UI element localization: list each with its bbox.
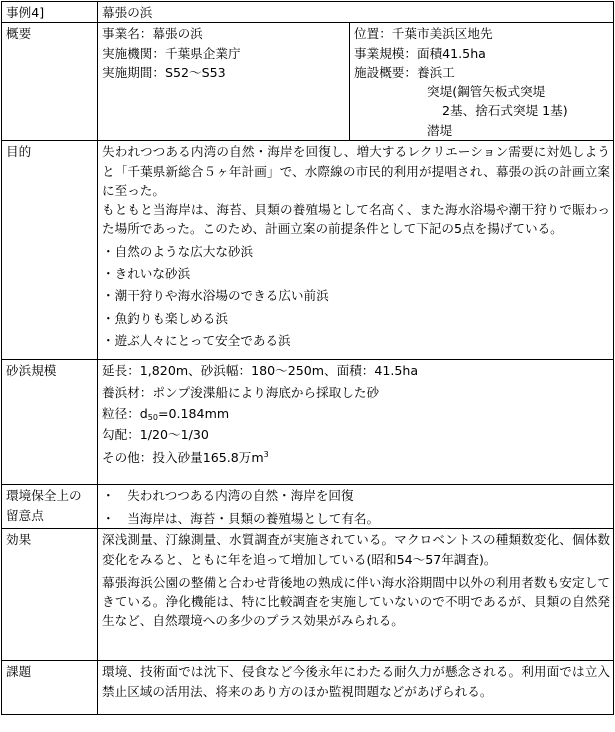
purpose-label: 目的 — [2, 141, 98, 360]
list-item: ・魚釣りも楽しめる浜 — [102, 310, 228, 326]
sand-beach-label: 砂浜規模 — [2, 360, 98, 485]
purpose-paragraph-2: もともと当海岸は、海苔、貝類の養殖場として名高く、また海水浴場や潮干狩りで賑わった場所であった。このため、計画立案の前提条件として下記の5点を揚げている。 — [102, 202, 610, 237]
list-item: ・きれいな砂浜 — [102, 266, 191, 282]
issues-row — [2, 661, 614, 715]
issues-text: 環境、技術面では沈下、侵食など今後永年にわたる耐久力が懸念される。利用面では立入禁止区域の活用法、将来のあり方のほか監視問題などがあげられる。 — [102, 664, 610, 699]
list-item: ・潮干狩りや海水浴場のできる広い前浜 — [102, 288, 329, 304]
purpose-row — [2, 141, 614, 360]
environment-row — [2, 485, 614, 529]
case-study-table — [1, 1, 614, 715]
case-label: 事例4] — [2, 2, 98, 23]
effects-cell — [98, 529, 614, 661]
project-scale: 事業規模：面積41.5ha — [354, 45, 486, 61]
issues-cell — [98, 661, 614, 715]
facility-groin-count: 2基、捨石式突堤 1基) — [442, 103, 568, 119]
environment-item-1: ・ 失われつつある内湾の自然・海岸を回復 — [102, 488, 354, 504]
sand-beach-row — [2, 360, 614, 485]
overview-left-cell — [98, 23, 350, 141]
location: 位置：千葉市美浜区地先 — [354, 26, 493, 42]
purpose-conditions-list — [102, 242, 610, 350]
effects-label: 効果 — [2, 529, 98, 661]
issues-label: 課題 — [2, 661, 98, 715]
nourishment-material: 養浜材：ポンプ浚渫船により海底から採取した砂 — [102, 384, 380, 400]
implementation-period: 実施期間：S52～S53 — [102, 64, 226, 80]
effects-row — [2, 529, 614, 661]
beach-slope: 勾配：1/20～1/30 — [102, 427, 209, 443]
header-row — [2, 2, 614, 23]
list-item: ・自然のような広大な砂浜 — [102, 243, 254, 259]
facility-submerged-breakwater: 潜堤 — [427, 122, 453, 138]
list-item: ・遊ぶ人々にとって安全である浜 — [102, 332, 291, 348]
environment-label: 環境保全上の 留意点 — [2, 485, 98, 529]
sand-beach-cell — [98, 360, 614, 485]
purpose-paragraph-1: 失われつつある内湾の自然・海岸を回復し、増大するレクリエーション需要に対処しようと「千葉県新総合５ヶ年計画」で、水際線の市民的利用が提唱され、幕張の浜の計画立案に至った。 — [102, 144, 610, 198]
sand-volume: その他：投入砂量165.8万$m^3$ — [102, 450, 269, 466]
overview-right-cell — [350, 23, 614, 141]
overview-label: 概要 — [2, 23, 98, 141]
case-title: 幕張の浜 — [98, 2, 614, 23]
environment-item-2: ・ 当海岸は、海苔・貝類の養殖場として有名。 — [102, 510, 380, 526]
grain-size: 粒径：$d_{50}=0.184mm$ — [102, 405, 230, 422]
environment-cell — [98, 485, 614, 529]
implementing-agency: 実施機関：千葉県企業庁 — [102, 45, 241, 61]
facility-overview: 施設概要：養浜工 — [354, 64, 455, 80]
beach-dimensions: 延長：1,820m、砂浜幅：180～250m、面積：41.5ha — [102, 363, 419, 379]
project-name: 事業名：幕張の浜 — [102, 26, 203, 42]
facility-groin: 突堤(鋼管矢板式突堤 — [427, 84, 546, 100]
purpose-cell — [98, 141, 614, 360]
effects-paragraph-1: 深浅測量、汀線測量、水質調査が実施されている。マクロベントスの種類数変化、個体数変化をみると、ともに年を追って増加している(昭和54～57年調査)。 — [102, 532, 610, 567]
effects-paragraph-2: 幕張海浜公園の整備と合わせ背後地の熟成に伴い海水浴期間中以外の利用者数も安定してきている。浄化機能は、特に比較調査を実施していないので不明であるが、貝類の自然発生など、自然環境への多少のプラス効果がみられる。 — [102, 574, 611, 629]
overview-row — [2, 23, 614, 141]
